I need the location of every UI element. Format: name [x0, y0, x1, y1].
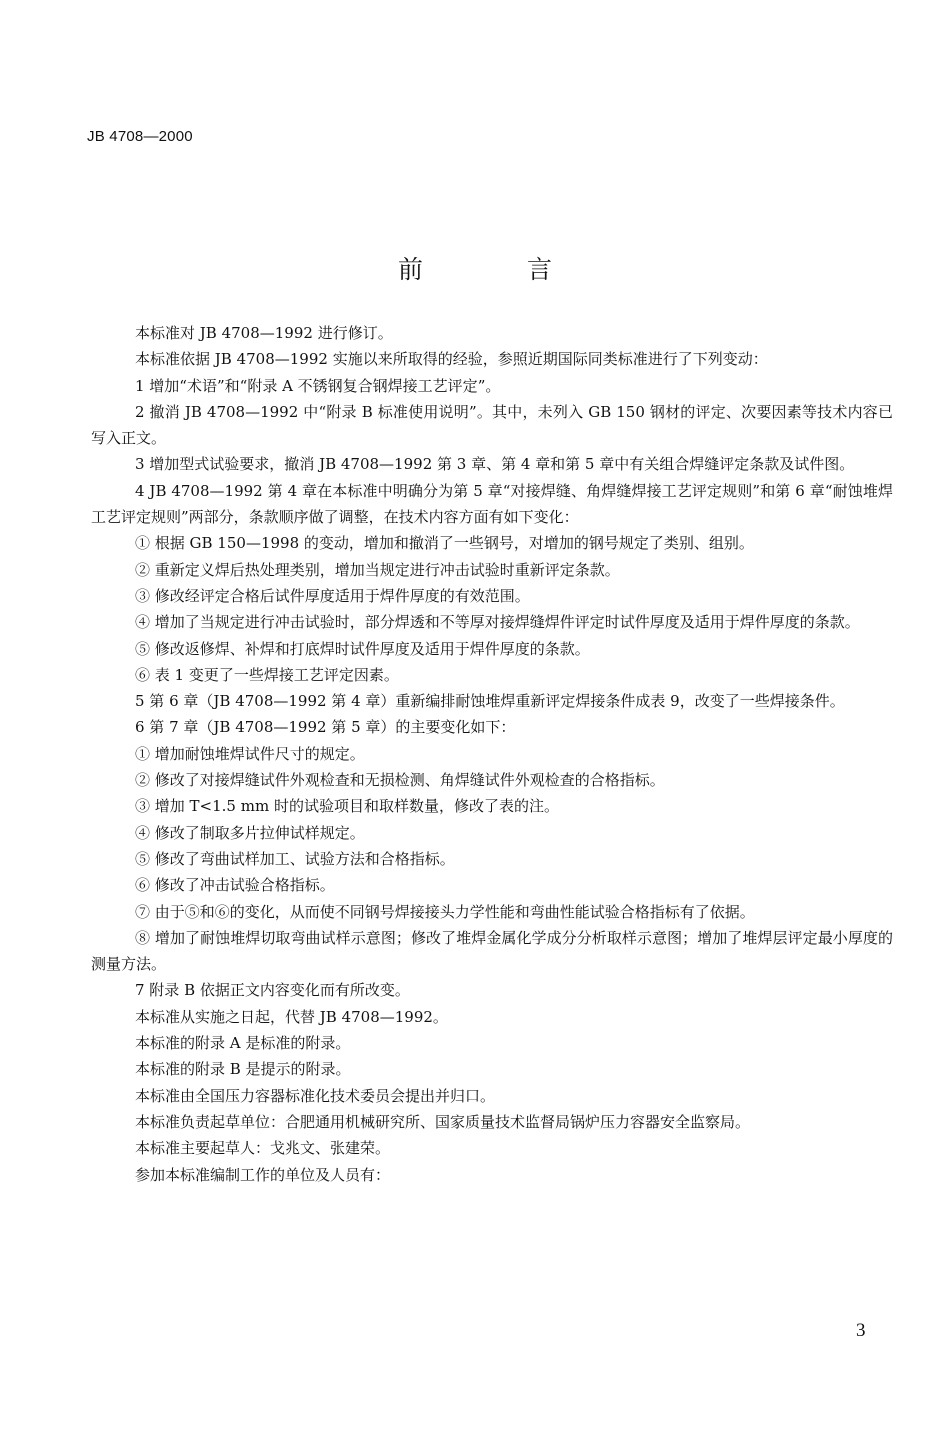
- paragraph: 本标准的附录 A 是标准的附录。: [135, 1034, 351, 1053]
- paragraph: ③ 增加 T<1.5 mm 时的试验项目和取样数量，修改了表的注。: [135, 797, 559, 816]
- paragraph: 本标准对 JB 4708—1992 进行修订。: [135, 324, 393, 342]
- paragraph: 6 第 7 章（JB 4708—1992 第 5 章）的主要变化如下：: [135, 718, 516, 737]
- paragraph: ⑤ 修改了弯曲试样加工、试验方法和合格指标。: [135, 849, 455, 868]
- paragraph: ② 重新定义焊后热处理类别，增加当规定进行冲击试验时重新评定条款。: [135, 560, 620, 579]
- paragraph: ③ 修改经评定合格后试件厚度适用于焊件厚度的有效范围。: [135, 586, 530, 605]
- paragraph: 本标准主要起草人：戈兆文、张建荣。: [135, 1139, 391, 1158]
- paragraph: 本标准的附录 B 是提示的附录。: [135, 1060, 351, 1079]
- page-number: 3: [856, 1320, 866, 1341]
- paragraph: 本标准从实施之日起，代替 JB 4708—1992。: [135, 1007, 448, 1026]
- paragraph: 本标准负责起草单位：合肥通用机械研究所、国家质量技术监督局锅炉压力容器安全监察局。: [135, 1112, 751, 1131]
- page-title: 前 言: [398, 255, 600, 284]
- paragraph: ② 修改了对接焊缝试件外观检查和无损检测、角焊缝试件外观检查的合格指标。: [135, 771, 665, 790]
- paragraph: 5 第 6 章（JB 4708—1992 第 4 章）重新编排耐蚀堆焊重新评定焊接条件成表 9，改变了一些焊接条件。: [135, 692, 845, 711]
- paragraph: 4 JB 4708—1992 第 4 章在本标准中明确分为第 5 章“对接焊缝、角焊缝焊接工艺评定规则”和第 6 章“耐蚀堆焊工艺评定规则”两部分，条款顺序做了调整，在技术内容方面有如下变化：: [91, 481, 893, 527]
- paragraph: ④ 修改了制取多片拉伸试样规定。: [135, 823, 365, 842]
- paragraph: ⑧ 增加了耐蚀堆焊切取弯曲试样示意图；修改了堆焊金属化学成分分析取样示意图；增加了堆焊层评定最小厚度的测量方法。: [91, 928, 893, 974]
- paragraph: ① 增加耐蚀堆焊试件尺寸的规定。: [135, 744, 365, 763]
- paragraph: 本标准由全国压力容器标准化技术委员会提出并归口。: [135, 1086, 496, 1105]
- paragraph: 7 附录 B 依据正文内容变化而有所改变。: [135, 981, 410, 1000]
- paragraph: 3 增加型式试验要求，撤消 JB 4708—1992 第 3 章、第 4 章和第 5 章中有关组合焊缝评定条款及试件图。: [135, 455, 855, 474]
- paragraph: 本标准依据 JB 4708—1992 实施以来所取得的经验，参照近期国际同类标准进行了下列变动：: [135, 350, 768, 369]
- paragraph: ⑦ 由于⑤和⑥的变化，从而使不同钢号焊接接头力学性能和弯曲性能试验合格指标有了依据。: [135, 902, 755, 921]
- paragraph: ⑥ 修改了冲击试验合格指标。: [135, 876, 335, 895]
- paragraph: ① 根据 GB 150—1998 的变动，增加和撤消了一些钢号，对增加的钢号规定了类别、组别。: [135, 534, 754, 553]
- paragraph: ④ 增加了当规定进行冲击试验时，部分焊透和不等厚对接焊缝焊件评定时试件厚度及适用于焊件厚度的条款。: [135, 613, 860, 632]
- paragraph: 参加本标准编制工作的单位及人员有：: [135, 1165, 391, 1184]
- paragraph: ⑤ 修改返修焊、补焊和打底焊时试件厚度及适用于焊件厚度的条款。: [135, 639, 590, 658]
- paragraph: 2 撤消 JB 4708—1992 中“附录 B 标准使用说明”。其中，未列入 GB 150 钢材的评定、次要因素等技术内容已写入正文。: [91, 402, 893, 448]
- standard-code: JB 4708—2000: [87, 128, 193, 145]
- body-text: [91, 320, 893, 1188]
- paragraph: ⑥ 表 1 变更了一些焊接工艺评定因素。: [135, 665, 399, 684]
- paragraph: 1 增加“术语”和“附录 A 不锈钢复合钢焊接工艺评定”。: [135, 376, 501, 395]
